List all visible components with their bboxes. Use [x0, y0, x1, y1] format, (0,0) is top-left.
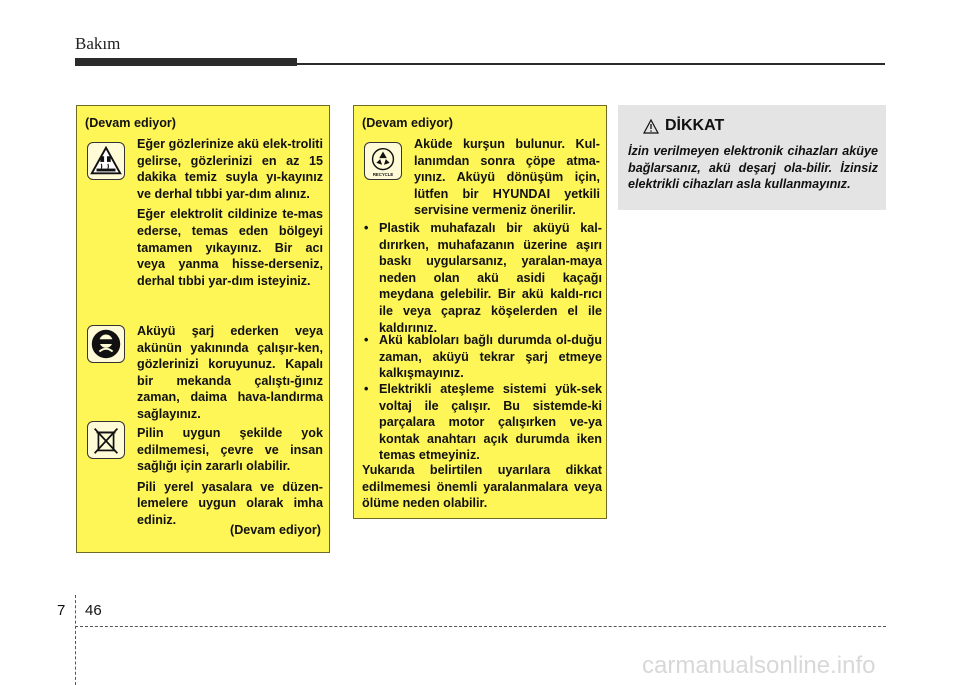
- header-rule-thick: [75, 58, 297, 66]
- bullet-text: Plastik muhafazalı bir aküyü kal-dırırken, muhafazanın üzerine aşırı baskı uygularsanız, yaralan-maya neden olan akü asidi kaçağı meydana gelebilir. Bir akü kaldı-rıcı ile veya çapraz köşelerden el ile kaldırınız.: [379, 221, 602, 335]
- continued-label-end: (Devam ediyor): [230, 523, 321, 537]
- caution-text: İzin verilmeyen elektronik cihazları aküye bağlarsanız, akü deşarj ola-bilir. İzinsiz elektrikli cihazları asla kullanmayınız.: [628, 144, 878, 191]
- warning-panel-left: [76, 105, 330, 553]
- recycle-icon-label: RECYCLE: [372, 172, 394, 178]
- skin-contact-text: Eğer elektrolit cildinize te-mas ederse, temas eden bölgeyi tamamen yıkayınız. Bir acı veya yanma hisse-derseniz, derhal tıbbi yar-dım isteyiniz.: [137, 207, 323, 288]
- page-number: 46: [85, 602, 102, 619]
- warning-panel-middle: [353, 105, 607, 519]
- bullet-text: Akü kabloları bağlı durumda ol-duğu zaman, aküyü tekrar şarj etmeye kalkışmayınız.: [379, 333, 602, 381]
- recycle-text: Aküde kurşun bulunur. Kul-lanımdan sonra çöpe atma-yınız. Aküyü dönüşüm için, lütfen bir HYUNDAI yetkili servisine vermeniz önerilir.: [414, 137, 600, 218]
- eye-contact-warning: [137, 136, 323, 289]
- crossed-bin-icon: [87, 421, 125, 459]
- header-rule-thin: [297, 63, 885, 65]
- disposal-text: Pilin uygun şekilde yok edilmemesi, çevre ve insan sağlığı için zararlı olabilir.: [137, 426, 323, 474]
- eye-contact-text: Eğer gözlerinize akü elek-troliti gelirse, gözlerinizi en az 15 dakika temiz suyla yı-kayınız ve derhal tıbbi yar-dım alınız.: [137, 137, 323, 201]
- bullet-item: [362, 220, 602, 336]
- continued-label: (Devam ediyor): [362, 116, 453, 130]
- closing-text: Yukarıda belirtilen uyarılara dikkat edilmemesi önemli yaralanmalara veya ölüme neden olabilir.: [362, 463, 602, 511]
- bullet-text: Elektrikli ateşleme sistemi yük-sek voltaj ile çalışır. Bu sistemde-ki parçalara motor çalışırken ve-ya kontak anahtarı açık durumda iken temas etmeyiniz.: [379, 382, 602, 463]
- watermark: carmanualsonline.info: [642, 652, 876, 679]
- eye-protection-warning: [137, 323, 323, 423]
- bullet-item: [362, 381, 602, 464]
- bullet-dot: •: [364, 221, 369, 235]
- continued-label: (Devam ediyor): [85, 116, 176, 130]
- warning-triangle-icon: [643, 119, 659, 134]
- caution-box: [618, 105, 886, 210]
- bullet-item: [362, 332, 602, 382]
- bullet-dot: •: [364, 333, 369, 347]
- caution-title: DİKKAT: [665, 117, 725, 134]
- section-title: Bakım: [75, 34, 121, 53]
- eye-protection-icon: [87, 325, 125, 363]
- chapter-number: 7: [57, 602, 66, 619]
- acid-burn-icon: [87, 142, 125, 180]
- bullet-dot: •: [364, 382, 369, 396]
- recycle-note: [414, 136, 600, 219]
- battery-disposal-warning: [137, 425, 323, 529]
- recycle-icon: [364, 142, 402, 180]
- eye-protection-text: Aküyü şarj ederken veya akünün yakınında çalışır-ken, gözlerinizi koruyunuz. Kapalı bir mekanda çalıştı-ğınız zaman, daima hava-landırma sağlayınız.: [137, 324, 323, 421]
- footer-divider: [75, 595, 76, 685]
- closing-warning: [362, 462, 602, 512]
- disposal-law-text: Pili yerel yasalara ve düzen-lemelere uygun olarak imha ediniz.: [137, 479, 323, 527]
- footer-rule: [75, 626, 886, 627]
